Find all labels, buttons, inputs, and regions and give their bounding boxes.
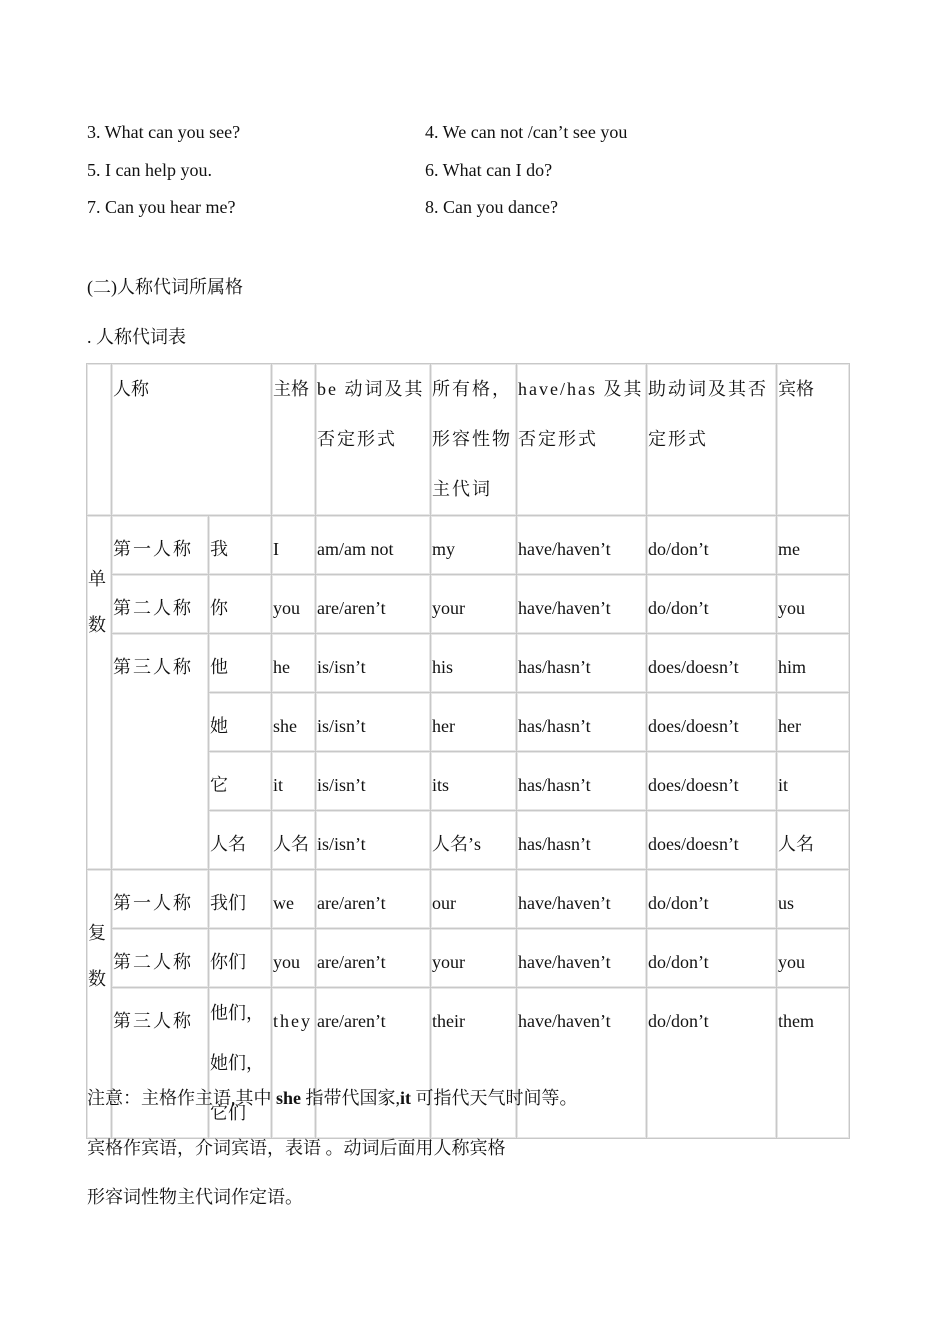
row-object: her: [777, 693, 850, 752]
row-pronoun: 他们，她们，它们: [209, 988, 272, 1139]
table-row: [87, 634, 850, 693]
row-aux: does/doesn’t: [647, 693, 777, 752]
table-row: [87, 929, 850, 988]
row-subject: she: [272, 693, 316, 752]
row-pronoun: 它: [209, 752, 272, 811]
row-possessive: their: [431, 988, 517, 1139]
note-line-1: [87, 1087, 578, 1109]
sentence-4: 4. We can not /can’t see you: [425, 122, 628, 142]
sentence-5: 5. I can help you.: [87, 160, 212, 180]
note-text: 可指代天气时间等。: [411, 1088, 578, 1108]
singular-label: 单数: [87, 516, 112, 870]
note-line-2: 宾格作宾语，介词宾语，表语 。动词后面用人称宾格: [87, 1138, 506, 1158]
header-person: 人称: [112, 364, 272, 516]
row-be: are/aren’t: [316, 870, 431, 929]
row-aux: does/doesn’t: [647, 634, 777, 693]
header-aux: 助动词及其否定形式: [647, 364, 777, 516]
row-person: 第一人称: [112, 870, 209, 929]
row-be: are/aren’t: [316, 575, 431, 634]
row-person: 第三人称: [112, 988, 209, 1139]
row-aux: do/don’t: [647, 988, 777, 1139]
row-have: have/haven’t: [517, 929, 647, 988]
row-aux: do/don’t: [647, 575, 777, 634]
row-subject: it: [272, 752, 316, 811]
row-aux: do/don’t: [647, 516, 777, 575]
row-pronoun: 她: [209, 693, 272, 752]
note-keyword-she: she: [276, 1088, 302, 1108]
row-have: have/haven’t: [517, 870, 647, 929]
subsection-title: . 人称代词表: [87, 327, 186, 347]
sentence-6: 6. What can I do?: [425, 160, 553, 180]
row-person: 第二人称: [112, 575, 209, 634]
row-aux: does/doesn’t: [647, 811, 777, 870]
row-object: them: [777, 988, 850, 1139]
note-text: 指带代国家,: [301, 1088, 401, 1108]
table-row: [87, 870, 850, 929]
row-person: 第一人称: [112, 516, 209, 575]
row-subject: he: [272, 634, 316, 693]
header-possessive: 所有格，形容性物主代词: [431, 364, 517, 516]
row-pronoun: 你: [209, 575, 272, 634]
row-subject: you: [272, 929, 316, 988]
row-object: you: [777, 575, 850, 634]
section-title: (二)人称代词所属格: [87, 277, 243, 297]
header-blank-cell: [87, 364, 112, 516]
row-have: has/hasn’t: [517, 634, 647, 693]
row-subject: you: [272, 575, 316, 634]
row-object: you: [777, 929, 850, 988]
row-person: 第二人称: [112, 929, 209, 988]
sentence-7: 7. Can you hear me?: [87, 197, 236, 217]
table-row: [87, 575, 850, 634]
sentence-8: 8. Can you dance?: [425, 197, 558, 217]
sentence-3: 3. What can you see?: [87, 122, 241, 142]
row-aux: does/doesn’t: [647, 752, 777, 811]
row-pronoun: 他: [209, 634, 272, 693]
header-be: be 动词及其否定形式: [316, 364, 431, 516]
row-subject: I: [272, 516, 316, 575]
note-text: 注意：主格作主语,其中: [87, 1088, 276, 1108]
row-pronoun: 我: [209, 516, 272, 575]
row-be: am/am not: [316, 516, 431, 575]
row-possessive: her: [431, 693, 517, 752]
row-have: has/hasn’t: [517, 752, 647, 811]
pronoun-table: [86, 363, 850, 1139]
row-object: us: [777, 870, 850, 929]
row-have: has/hasn’t: [517, 693, 647, 752]
row-subject: they: [272, 988, 316, 1139]
row-pronoun: 人名: [209, 811, 272, 870]
row-be: are/aren’t: [316, 988, 431, 1139]
row-be: is/isn’t: [316, 693, 431, 752]
row-pronoun: 我们: [209, 870, 272, 929]
header-object: 宾格: [777, 364, 850, 516]
row-subject: 人名: [272, 811, 316, 870]
row-object: him: [777, 634, 850, 693]
table-header-row: [87, 364, 850, 516]
table-row: [87, 988, 850, 1139]
row-object: 人名: [777, 811, 850, 870]
row-be: are/aren’t: [316, 929, 431, 988]
row-object: it: [777, 752, 850, 811]
plural-label: 复数: [87, 870, 112, 1139]
row-object: me: [777, 516, 850, 575]
header-subject: 主格: [272, 364, 316, 516]
row-possessive: your: [431, 929, 517, 988]
row-possessive: our: [431, 870, 517, 929]
row-be: is/isn’t: [316, 634, 431, 693]
row-have: has/hasn’t: [517, 811, 647, 870]
row-aux: do/don’t: [647, 870, 777, 929]
note-line-3: 形容词性物主代词作定语。: [87, 1187, 303, 1207]
row-be: is/isn’t: [316, 811, 431, 870]
row-possessive: my: [431, 516, 517, 575]
row-subject: we: [272, 870, 316, 929]
row-have: have/haven’t: [517, 988, 647, 1139]
row-have: have/haven’t: [517, 516, 647, 575]
row-have: have/haven’t: [517, 575, 647, 634]
row-aux: do/don’t: [647, 929, 777, 988]
table-row: [87, 516, 850, 575]
row-be: is/isn’t: [316, 752, 431, 811]
row-pronoun: 你们: [209, 929, 272, 988]
row-possessive: 人名’s: [431, 811, 517, 870]
row-possessive: his: [431, 634, 517, 693]
header-have: have/has 及其否定形式: [517, 364, 647, 516]
row-possessive: your: [431, 575, 517, 634]
row-person: 第三人称: [112, 634, 209, 870]
note-keyword-it: it: [400, 1088, 412, 1108]
row-possessive: its: [431, 752, 517, 811]
